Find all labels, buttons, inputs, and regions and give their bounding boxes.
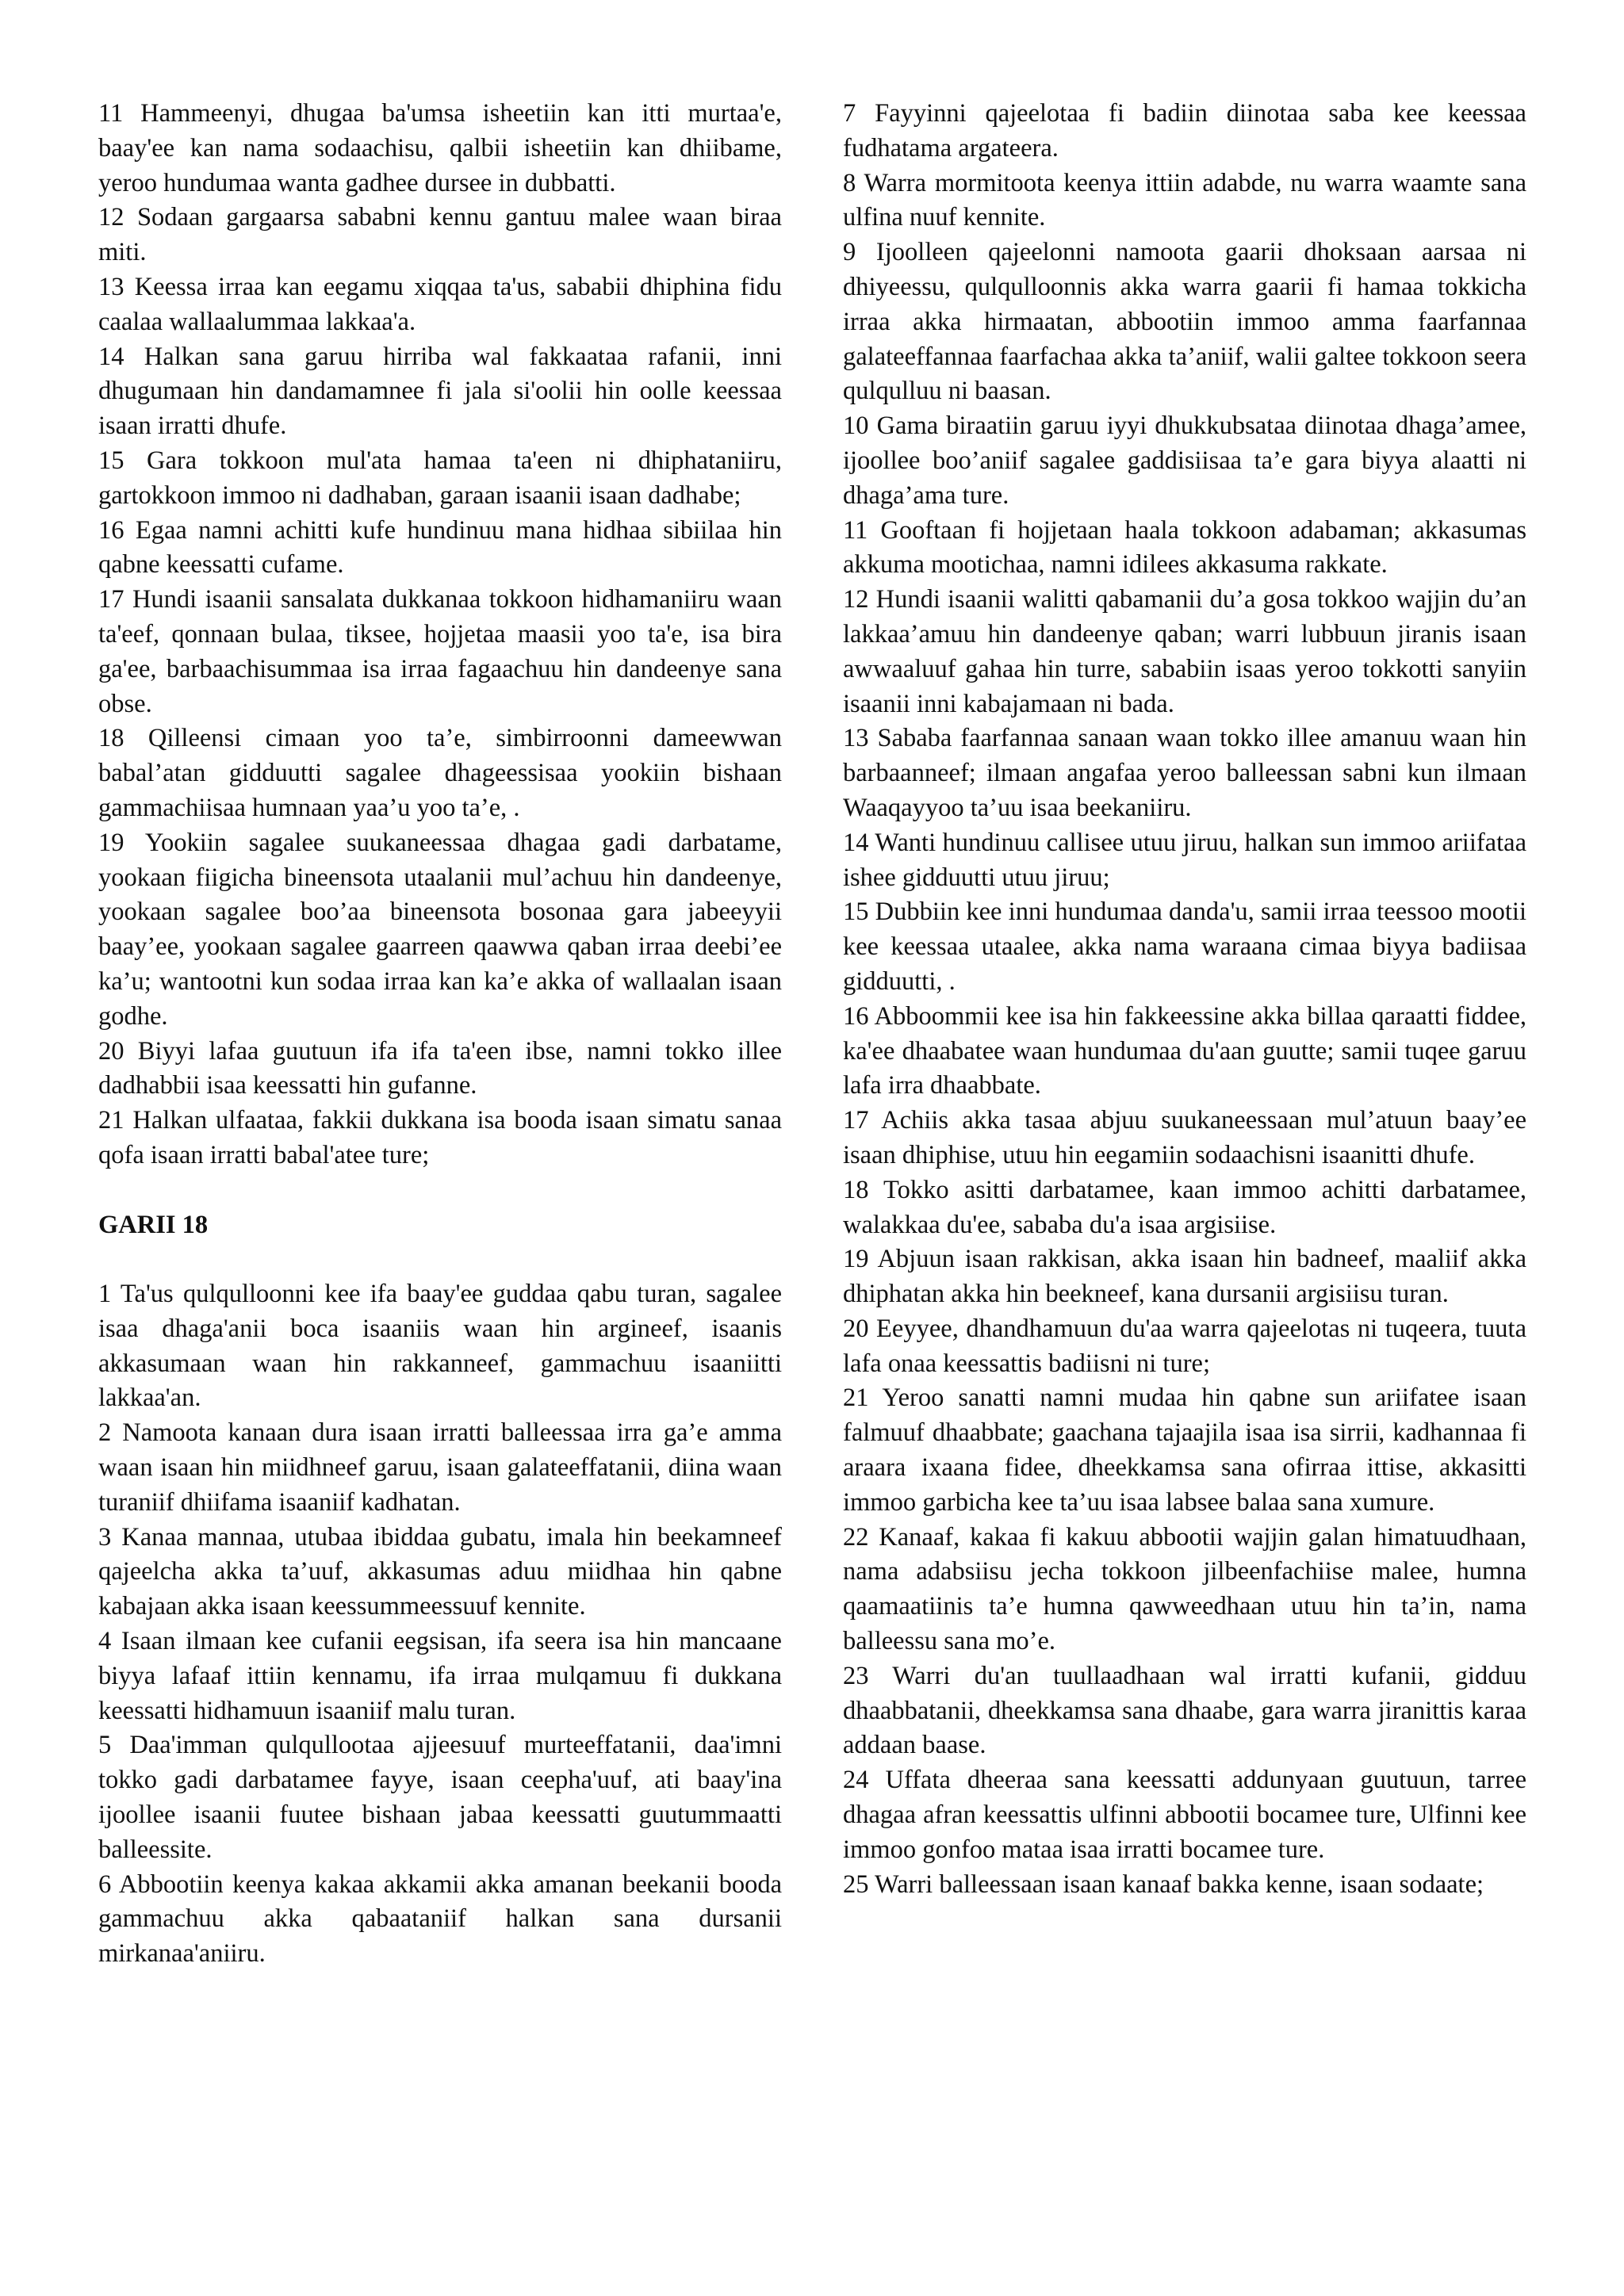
verse: 10 Gama biraatiin garuu iyyi dhukkubsataa diinotaa dhaga’amee, ijoollee boo’aniif sagalee gaddisiisaa ta’e gara biyya alaatti ni dhaga’ama ture. xyxy=(843,411,1526,510)
verse: 12 Sodaan gargaarsa sababni kennu gantuu malee waan biraa miti. xyxy=(98,203,782,267)
verse: 18 Tokko asitti darbatamee, kaan immoo achitti darbatamee, walakkaa du'ee, sababa du'a isaa argisiise. xyxy=(843,1175,1526,1239)
verse: 16 Abboommii kee isa hin fakkeessine akka billaa qaraatti fiddee, ka'ee dhaabatee waan hundumaa du'aan guutte; samii tuqee garuu lafa irra dhaabbate. xyxy=(843,1001,1526,1100)
verse: 22 Kanaaf, kakaa fi kakuu abbootii wajjin galan himatuudhaan, nama adabsiisu jecha tokkoon jilbeenfachiise malee, humna qaamaatiinis ta’e humna qawweedhaan utuu hin ta’in, nama balleessu sana mo’e. xyxy=(843,1522,1526,1656)
verse: 13 Keessa irraa kan eegamu xiqqaa ta'us, sababii dhiphina fidu caalaa wallaalummaa lakkaa'a. xyxy=(98,272,782,336)
verse: 24 Uffata dheeraa sana keessatti addunyaan guutuun, tarree dhagaa afran keessattis ulfinni abbootii bocamee ture, Ulfinni kee immoo gonfoo mataa isaa irratti bocamee ture. xyxy=(843,1766,1526,1864)
verse: 16 Egaa namni achitti kufe hundinuu mana hidhaa sibiilaa hin qabne keessatti cufame. xyxy=(98,515,782,580)
verse: 9 Ijoolleen qajeelonni namoota gaarii dhoksaan aarsaa ni dhiyeessu, qulqulloonnis akka warra gaarii fi hamaa tokkicha irraa akka hirmaatan, abbootiin immoo amma faarfannaa galateeffannaa faarfachaa akka ta’aniif, walii galtee tokkoon seera qulqulluu ni baasan. xyxy=(843,238,1526,406)
verse: 8 Warra mormitoota keenya ittiin adabde, nu warra waamte sana ulfina nuuf kennite. xyxy=(843,168,1526,232)
verse: 15 Dubbiin kee inni hundumaa danda'u, samii irraa teessoo mootii kee keessaa utaalee, akka nama waraana cimaa biyya badiisaa gidduutti, . xyxy=(843,897,1526,996)
verse: 4 Isaan ilmaan kee cufanii eegsisan, ifa seera isa hin mancaane biyya lafaaf ittiin kennamu, ifa irraa mulqamuu fi dukkana keessatti hidhamuun isaaniif malu turan. xyxy=(98,1627,782,1725)
verse: 11 Hammeenyi, dhugaa ba'umsa isheetiin kan itti murtaa'e, baay'ee kan nama sodaachisu, qalbii isheetiin kan dhiibame, yeroo hundumaa wanta gadhee dursee in dubbatti. xyxy=(98,99,782,197)
verse: 20 Biyyi lafaa guutuun ifa ifa ta'een ibse, namni tokko illee dadhabbii isaa keessatti hin gufanne. xyxy=(98,1036,782,1100)
verse: 15 Gara tokkoon mul'ata hamaa ta'een ni dhiphataniiru, gartokkoon immoo ni dadhaban, garaan isaanii isaan dadhabe; xyxy=(98,446,782,510)
verse: 3 Kanaa mannaa, utubaa ibiddaa gubatu, imala hin beekamneef qajeelcha akka ta’uuf, akkasumas aduu miidhaa hin qabne kabajaan akka isaan keessummeessuuf kennite. xyxy=(98,1522,782,1621)
verse: 21 Halkan ulfaataa, fakkii dukkana isa booda isaan simatu sanaa qofa isaan irratti babal'atee ture; xyxy=(98,1106,782,1169)
verse: 1 Ta'us qulqulloonni kee ifa baay'ee guddaa qabu turan, sagalee isaa dhaga'anii boca isaaniis waan hin argineef, isaanis akkasumaan waan hin rakkanneef, gammachuu isaaniitti lakkaa'an. xyxy=(98,1280,782,1413)
verse: 7 Fayyinni qajeelotaa fi badiin diinotaa saba kee keessaa fudhatama argateera. xyxy=(843,99,1526,163)
verse: 19 Abjuun isaan rakkisan, akka isaan hin badneef, maaliif akka dhiphatan akka hin beekneef, kana dursanii argisiisu turan. xyxy=(843,1245,1526,1309)
verse: 12 Hundi isaanii walitti qabamanii du’a gosa tokkoo wajjin du’an lakkaa’amuu hin dandeenye qaban; warri lubbuun jiranis isaan awwaaluuf gahaa hin turre, sababiin isaas yeroo tokkotti sanyiin isaanii inni kabajamaan ni bada. xyxy=(843,585,1526,718)
verse: 21 Yeroo sanatti namni mudaa hin qabne sun ariifatee isaan falmuuf dhaabbate; gaachana tajaajila isaa isa sirrii, kadhannaa fi araara ixaana fidee, dheekkamsa sana ofirraa ittise, akkasitti immoo garbicha kee ta’uu isaa labsee balaa sana xumure. xyxy=(843,1383,1526,1517)
chapter-heading: GARII 18 xyxy=(98,1210,209,1239)
verse: 23 Warri du'an tuullaadhaan wal irratti kufanii, gidduu dhaabbatanii, dheekkamsa sana dhaabe, gara warra jiranittis karaa addaan baase. xyxy=(843,1661,1526,1760)
spacer xyxy=(98,1242,782,1277)
verse: 25 Warri balleessaan isaan kanaaf bakka kenne, isaan sodaate; xyxy=(843,1869,1484,1899)
verse: 17 Achiis akka tasaa abjuu suukaneessaan mul’atuun baay’ee isaan dhiphise, utuu hin eegamiin sodaachisni isaanitti dhufe. xyxy=(843,1106,1526,1169)
verse: 18 Qilleensi cimaan yoo ta’e, simbirroonni dameewwan babal’atan gidduutti sagalee dhageessisaa yookiin bishaan gammachiisaa humnaan yaa’u yoo ta’e, . xyxy=(98,724,782,822)
right-column xyxy=(843,97,1526,1902)
verse: 5 Daa'imman qulqullootaa ajjeesuuf murteeffatanii, daa'imni tokko gadi darbatamee fayye, isaan ceepha'uuf, ati baay'ina ijoollee isaanii fuutee bishaan jabaa keessatti guutummaatti balleessite. xyxy=(98,1731,782,1864)
verse: 13 Sababa faarfannaa sanaan waan tokko illee amanuu waan hin barbaanneef; ilmaan angafaa yeroo balleessan sabni kun ilmaan Waaqayyoo ta’uu isaa beekaniiru. xyxy=(843,724,1526,822)
verse: 11 Gooftaan fi hojjetaan haala tokkoon adabaman; akkasumas akkuma mootichaa, namni idilees akkasuma rakkate. xyxy=(843,515,1526,580)
left-column xyxy=(98,97,782,1972)
verse: 14 Halkan sana garuu hirriba wal fakkaataa rafanii, inni dhugumaan hin dandamamnee fi jala si'oolii hin oolle keessaa isaan irratti dhufe. xyxy=(98,342,782,441)
verse: 19 Yookiin sagalee suukaneessaa dhagaa gadi darbatame, yookaan fiigicha bineensota utaalanii mul’achuu hin dandeenye, yookaan sagalee boo’aa bineensota bosonaa gara jabeeyyii baay’ee, yookaan sagalee gaarreen qaawwa qaban irraa deebi’ee ka’u; wantootni kun sodaa irraa kan ka’e akka of wallaalan isaan godhe. xyxy=(98,828,782,1031)
verse: 17 Hundi isaanii sansalata dukkanaa tokkoon hidhamaniiru waan ta'eef, qonnaan bulaa, tiksee, hojjetaa maasii yoo ta'e, isa bira ga'ee, barbaachisummaa isa irraa fagaachuu hin dandeenye sana obse. xyxy=(98,585,782,718)
verse: 2 Namoota kanaan dura isaan irratti balleessaa irra ga’e amma waan isaan hin miidhneef garuu, isaan galateeffatanii, diina waan turaniif dhiifama isaaniif kadhatan. xyxy=(98,1418,782,1517)
verse: 14 Wanti hundinuu callisee utuu jiruu, halkan sun immoo ariifataa ishee gidduutti utuu jiruu; xyxy=(843,828,1526,892)
verse: 6 Abbootiin keenya kakaa akkamii akka amanan beekanii booda gammachuu akka qabaataniif halkan sana dursanii mirkanaa'aniiru. xyxy=(98,1869,782,1969)
verse: 20 Eeyyee, dhandhamuun du'aa warra qajeelotas ni tuqeera, tuuta lafa onaa keessattis badiisni ni ture; xyxy=(843,1314,1526,1378)
spacer xyxy=(98,1173,782,1208)
